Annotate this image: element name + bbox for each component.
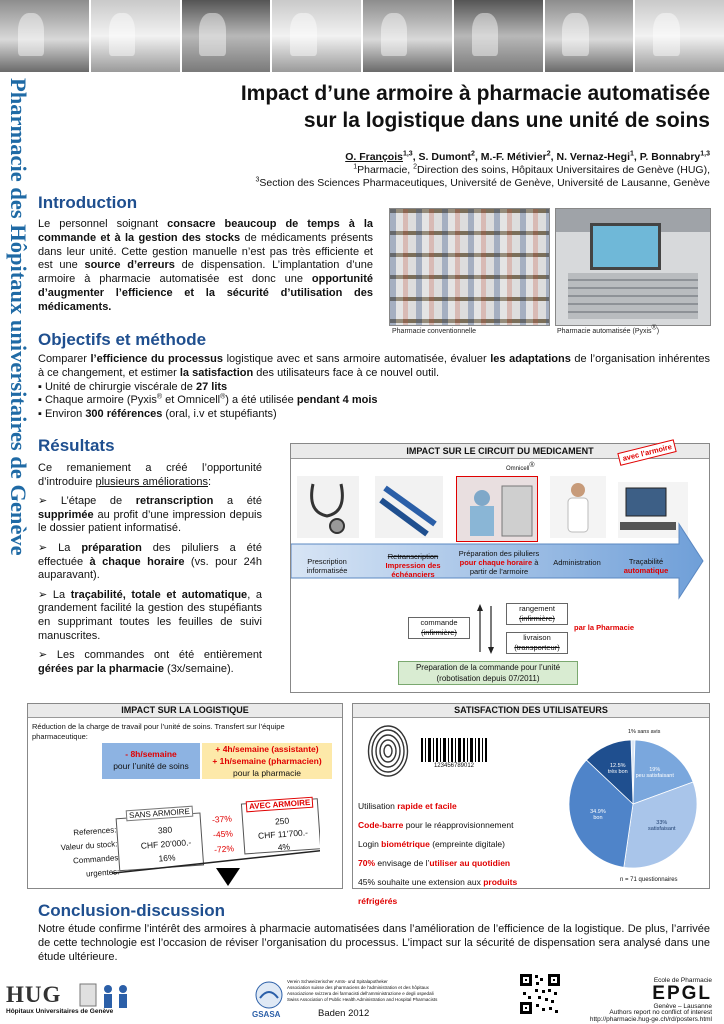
gsasa-emblem-icon <box>254 980 284 1010</box>
sat-item-3 <box>358 835 558 854</box>
gsasa-text <box>287 979 457 1003</box>
commande-box <box>408 617 470 639</box>
sat-l5b: produits réfrigérés <box>358 877 518 906</box>
header-photo <box>545 0 634 72</box>
author-4-affil: 1 <box>630 150 634 158</box>
gsasa-t3: Associazione svizzera dei farmacisti dell’amministrazione e degli ospedali <box>287 991 434 996</box>
sat-item-2 <box>358 816 558 835</box>
authors-block <box>110 151 710 190</box>
affiliation-line-2 <box>110 177 710 190</box>
intro-b2: source d’erreurs <box>84 259 175 272</box>
res-p4c: (3x/semaine). <box>163 662 234 675</box>
unit-workload-label: pour l’unité de soins <box>113 761 189 771</box>
header-photo-strip <box>0 0 724 72</box>
header-photo <box>91 0 180 72</box>
obj-t4: des utilisateurs face à ce nouvel outil. <box>253 366 440 379</box>
res-p4b: gérées par la pharmacie <box>38 662 164 675</box>
step-impression: Impression des échéanciers <box>385 561 441 579</box>
step-retranscription-old: Retranscription <box>387 552 439 561</box>
aff3-num: 3 <box>255 176 260 184</box>
author-1: O. François <box>345 151 403 163</box>
res-p3b: traçabilité, totale et automatique <box>70 588 248 601</box>
res-p3c: , a grandement facilité la gestion des stupéfiants en supprimant toutes les feuilles de suivi manuscrites. <box>38 588 262 642</box>
unit-workload-value: - 8h/semaine <box>125 749 177 759</box>
res-p2d: à chaque horaire <box>89 555 185 568</box>
step-tracabilite <box>614 557 678 575</box>
conventional-pharmacy-photo <box>389 208 550 326</box>
res-p0u: plusieurs améliorations <box>95 475 208 488</box>
avec-urgent: 4% <box>277 841 291 853</box>
updown-arrows <box>475 604 497 654</box>
pie-label-peu-satisfaisant <box>635 767 675 779</box>
prep-line-2: (robotisation depuis 07/2011) <box>436 674 540 683</box>
res-p2 <box>38 542 262 583</box>
omnicell-reg: ® <box>529 462 535 469</box>
objectifs-bullet-2 <box>38 394 710 408</box>
livraison-box <box>506 632 568 654</box>
res-p4a: ➢ Les commandes ont été entièrement <box>38 649 262 662</box>
gsasa-t2: Association suisse des pharmaciens de l’administration et des hôpitaux <box>287 985 429 990</box>
obj-t1: Comparer <box>38 353 91 365</box>
obj-li2a: ▪ Chaque armoire (Pyxis <box>38 394 157 407</box>
res-p0a: Ce remaniement a créé l’opportunité d’introduire <box>38 462 262 488</box>
obj-li1a: ▪ Unité de chirurgie viscérale de <box>38 380 196 393</box>
intro-b3: opportunité d’augmenter l’efficience et la sécurité d’utilisation des médicaments. <box>38 273 373 313</box>
preparation-commande-box <box>398 661 578 685</box>
header-photo <box>635 0 724 72</box>
sans-armoire-label: SANS ARMOIRE <box>126 806 194 822</box>
objectifs-bullet-3 <box>38 408 710 422</box>
caption-automated <box>557 324 660 335</box>
sans-armoire-values <box>125 820 208 867</box>
affiliation-line-1 <box>110 164 710 177</box>
satisfaction-list <box>358 797 558 911</box>
rangement-text: rangement <box>519 604 555 613</box>
author-2-affil: 2 <box>471 150 475 158</box>
step-administration: Administration <box>553 558 601 567</box>
hug-people-icon <box>78 983 136 1009</box>
title-line-1: Impact d’une armoire à pharmacie automatisée <box>240 82 710 105</box>
step-trac-a: Traçabilité <box>628 557 664 566</box>
ecole-label: Ecole de Pharmacie <box>653 977 712 984</box>
obj-li2reg2: ® <box>220 393 226 401</box>
posters-url[interactable]: http://pharmacie.hug-ge.ch/rd/posters.html <box>589 1016 712 1023</box>
prep-line-1: Preparation de la commande pour l’unité <box>415 663 561 672</box>
gsasa-logo-text: GSASA <box>252 1010 281 1019</box>
sat-item-4 <box>358 854 558 873</box>
res-p1a: ➢ L’étape de <box>38 495 136 508</box>
logistique-row-labels <box>38 823 120 884</box>
step-preparation <box>456 549 542 576</box>
logistique-title: IMPACT SUR LA LOGISTIQUE <box>28 704 342 718</box>
header-photo <box>272 0 361 72</box>
obj-li2d: pendant 4 mois <box>296 394 378 407</box>
obj-li3b: 300 références <box>85 408 163 421</box>
header-photo <box>363 0 452 72</box>
objectifs-heading: Objectifs et méthode <box>38 330 207 349</box>
author-1-affil: 1,3 <box>402 150 413 158</box>
pharmacy-workload-label: pour la pharmacie <box>232 768 302 778</box>
step-prescription: Prescription informatisée <box>306 557 348 575</box>
omnicell-label <box>506 462 535 474</box>
res-p4 <box>38 649 262 676</box>
pie-label-satisfaisant <box>642 820 682 832</box>
sat-l1a: Utilisation <box>358 801 398 811</box>
sans-urgent: 16% <box>158 852 176 864</box>
satisfaction-title: SATISFACTION DES UTILISATEURS <box>353 704 709 718</box>
header-photo <box>454 0 543 72</box>
objectifs-bullet-1 <box>38 381 710 395</box>
rangement-sub: (infirmière) <box>519 614 555 623</box>
res-p0 <box>38 462 262 489</box>
epgl-logo: EPGL <box>652 983 712 1004</box>
hug-logo-sub: Hôpitaux Universitaires de Genève <box>6 1008 114 1015</box>
step-trac-b: automatique <box>623 566 669 575</box>
obj-t2: logistique avec et sans armoire automatisée, évaluer <box>223 353 491 365</box>
obj-b1: l’efficience du processus <box>90 353 224 365</box>
obj-b2: les adaptations <box>490 353 571 365</box>
res-p2a: ➢ La <box>38 541 82 554</box>
step-retranscription <box>372 552 454 579</box>
par-la-pharmacie: par la Pharmacie <box>574 623 635 632</box>
step-prep-a: Préparation des piluliers <box>458 549 540 558</box>
pie-label-category: satisfaisant <box>648 826 676 833</box>
questionnaire-count: n = 71 questionnaires <box>620 877 678 883</box>
sat-l1b: rapide et facile <box>397 801 457 811</box>
pie-label-category: peu satisfaisant <box>635 772 674 779</box>
caption-automated-text: Pharmacie automatisée (Pyxis <box>557 328 652 335</box>
gsasa-t4: Swiss Association of Public Health Administration and Hospital Pharmacists <box>287 997 438 1002</box>
obj-li1b: 27 lits <box>195 380 228 393</box>
geneve-lausanne: Genève – Lausanne <box>653 1003 712 1010</box>
livraison-text: livraison <box>523 633 551 642</box>
pharmacy-workload-1: + 4h/semaine (assistante) <box>215 744 319 754</box>
res-p2c: des piluliers a été effectuée <box>38 541 262 568</box>
sat-l3a: Login <box>358 839 382 849</box>
obj-li2c: ) a été utilisée <box>225 394 297 407</box>
sat-l5a: 45% souhaite une extension aux <box>358 877 484 887</box>
header-photo <box>182 0 271 72</box>
res-p2b: préparation <box>81 541 142 554</box>
obj-li2reg: ® <box>156 393 163 401</box>
sat-l4c: utiliser au quotidien <box>429 858 511 868</box>
pie-label-value: 12.5% <box>609 763 626 770</box>
row-references: References: <box>73 825 117 838</box>
title-line-2: sur la logistique dans une unité de soins <box>303 109 710 132</box>
avec-armoire-tag: avec l’armoire <box>617 439 677 466</box>
obj-t3: de l’organisation inhérentes à ce changement, et estimer <box>38 353 711 379</box>
side-title-text: Pharmacie des Hôpitaux universitaires de Genève <box>6 78 31 556</box>
intro-t3: de dispensation. L’implantation d’une armoire à pharmacie automatisée est donc une <box>38 259 374 286</box>
res-p1c: a été <box>213 495 262 508</box>
livraison-sub: (transporteur) <box>514 643 560 652</box>
res-p3a: ➢ La <box>38 588 71 601</box>
avec-references: 250 <box>274 815 290 827</box>
sans-stock: CHF 20’000.- <box>140 837 192 851</box>
conclusion-heading: Conclusion-discussion <box>38 901 226 920</box>
introduction-heading: Introduction <box>38 193 138 212</box>
commande-text: commande <box>420 618 458 627</box>
sat-item-5 <box>358 873 558 911</box>
sans-references: 380 <box>157 824 173 836</box>
sat-l3c: (empreinte digitale) <box>429 839 505 849</box>
logistique-intro: Réduction de la charge de travail pour l’unité de soins. Transfert sur l’équipe pharmaceutique: <box>32 722 285 741</box>
pie-label-category: très bon <box>607 769 628 776</box>
avec-stock: CHF 11’700.- <box>257 827 309 841</box>
pharmacy-workload-2: + 1h/semaine (pharmacien) <box>212 756 322 766</box>
delta-references: -37% <box>211 813 233 825</box>
aff1: Pharmacie, <box>357 164 414 176</box>
pie-label-très-bon <box>598 763 638 775</box>
res-p1d: supprimée <box>38 508 94 521</box>
delta-stock: -45% <box>212 828 234 840</box>
row-urgent: Commandes urgentes: <box>72 853 120 879</box>
pyxis-cabinet-photo <box>555 208 711 326</box>
delta-urgent: -72% <box>213 843 235 855</box>
author-names: O. François$^{1,3}$, S. Dumont$^2$, M.-F. Métivier$^2$, N. Vernaz-Hegi$^1$, P. Bonnabry$^{1,3}$ <box>345 150 710 163</box>
avec-armoire-values <box>245 812 322 856</box>
obj-li3a: ▪ Environ <box>38 408 86 421</box>
res-p1b: retranscription <box>135 495 214 508</box>
res-p2e: (vs. pour 24h auparavant). <box>38 555 262 582</box>
sat-l4b: envisage de l’ <box>375 858 430 868</box>
sat-l4a: 70% <box>358 858 376 868</box>
aff1-num: 1 <box>353 163 358 171</box>
step-prep-c: à partir de l’armoire <box>469 558 539 576</box>
omnicell-text: Omnicell <box>506 466 530 472</box>
conflict-of-interest: Authors report no conflict of interest <box>609 1009 712 1016</box>
pie-top-note: 1% sans avis <box>628 729 661 735</box>
res-p3 <box>38 589 262 643</box>
intro-t2: de médicaments présents dans leur unité. Cette gestion manuelle n’est pas très efficiente et est une <box>38 231 373 272</box>
aff2-num: 2 <box>413 163 418 171</box>
poster-title <box>150 80 710 134</box>
caption-reg: ® <box>651 324 657 332</box>
pie-label-value: 33% <box>656 820 668 827</box>
pie-label-value: 34.9% <box>590 809 606 816</box>
commande-sub: (infirmière) <box>421 628 457 637</box>
aff3: Section des Sciences Pharmaceutiques, Université de Genève, Université de Lausanne, Genève <box>259 177 710 189</box>
pie-label-category: bon <box>593 815 603 822</box>
gsasa-t1: Verein Schweizerischer Amts- und Spitalapotheker <box>287 979 388 984</box>
caption-conventional: Pharmacie conventionnelle <box>392 328 477 335</box>
aff2: Direction des soins, Hôpitaux Universitaires de Genève (HUG), <box>417 164 710 176</box>
author-3: M.-F. Métivier <box>480 151 547 163</box>
author-5: P. Bonnabry <box>639 151 701 163</box>
pie-label-bon <box>578 809 618 821</box>
qr-code-icon[interactable] <box>518 972 562 1016</box>
obj-li3c: (oral, i.v et stupéfiants) <box>162 408 277 421</box>
baden-label: Baden 2012 <box>318 1008 370 1019</box>
header-photo <box>0 0 89 72</box>
obj-b3: la satisfaction <box>179 366 254 379</box>
fingerprint-icon <box>367 725 409 777</box>
obj-li2b: et Omnicell <box>162 394 221 407</box>
objectifs-text <box>38 353 710 422</box>
step-prep-b: pour chaque horaire <box>459 558 533 567</box>
introduction-text <box>38 218 373 315</box>
circuit-title: IMPACT SUR LE CIRCUIT DU MEDICAMENT <box>291 444 709 459</box>
res-p0b: : <box>207 475 212 488</box>
pie-labels <box>560 734 706 874</box>
row-stock: Valeur du stock: <box>60 839 118 853</box>
res-p1 <box>38 495 262 536</box>
pharmacy-workload-box <box>202 743 332 779</box>
sat-l2a: Code-barre <box>358 820 404 830</box>
author-5-affil: 1,3 <box>700 150 710 158</box>
objectifs-paragraph <box>38 353 710 381</box>
intro-b1: consacre beaucoup de temps à la commande et à la gestion des stocks <box>38 218 373 244</box>
resultats-text <box>38 462 262 676</box>
barcode-number: 123456789012 <box>433 763 475 769</box>
sat-l3b: biométrique <box>381 839 430 849</box>
unit-workload-box <box>102 743 200 779</box>
sat-item-1 <box>358 797 558 816</box>
sat-l2b: pour le réapprovisionnement <box>403 820 514 830</box>
rangement-box <box>506 603 568 625</box>
author-4: N. Vernaz-Hegi <box>556 151 631 163</box>
hug-logo-text: HUG <box>6 982 62 1007</box>
resultats-heading: Résultats <box>38 436 115 455</box>
intro-t1: Le personnel soignant <box>38 218 168 230</box>
side-title <box>3 78 33 578</box>
pie-label-value: 19% <box>649 766 661 773</box>
res-p1e: au profit d’une impression depuis le dossier patient informatisé. <box>38 508 262 535</box>
caption-end: ) <box>656 328 660 335</box>
conclusion-text: Notre étude confirme l’intérêt des armoires à pharmacie automatisées dans l’amélioration de l’efficience de la logistique. De plus, l’arrivée de cette technologie est l’occasion de réviser l’organisation du processus. L’impact sur la sécurité de dispensation sera analysé dans une étude ultérieure. <box>38 923 710 963</box>
avec-armoire-label: AVEC ARMOIRE <box>246 797 314 813</box>
author-2: S. Dumont <box>418 151 472 163</box>
delta-values <box>206 811 239 858</box>
author-3-affil: 2 <box>546 150 551 158</box>
